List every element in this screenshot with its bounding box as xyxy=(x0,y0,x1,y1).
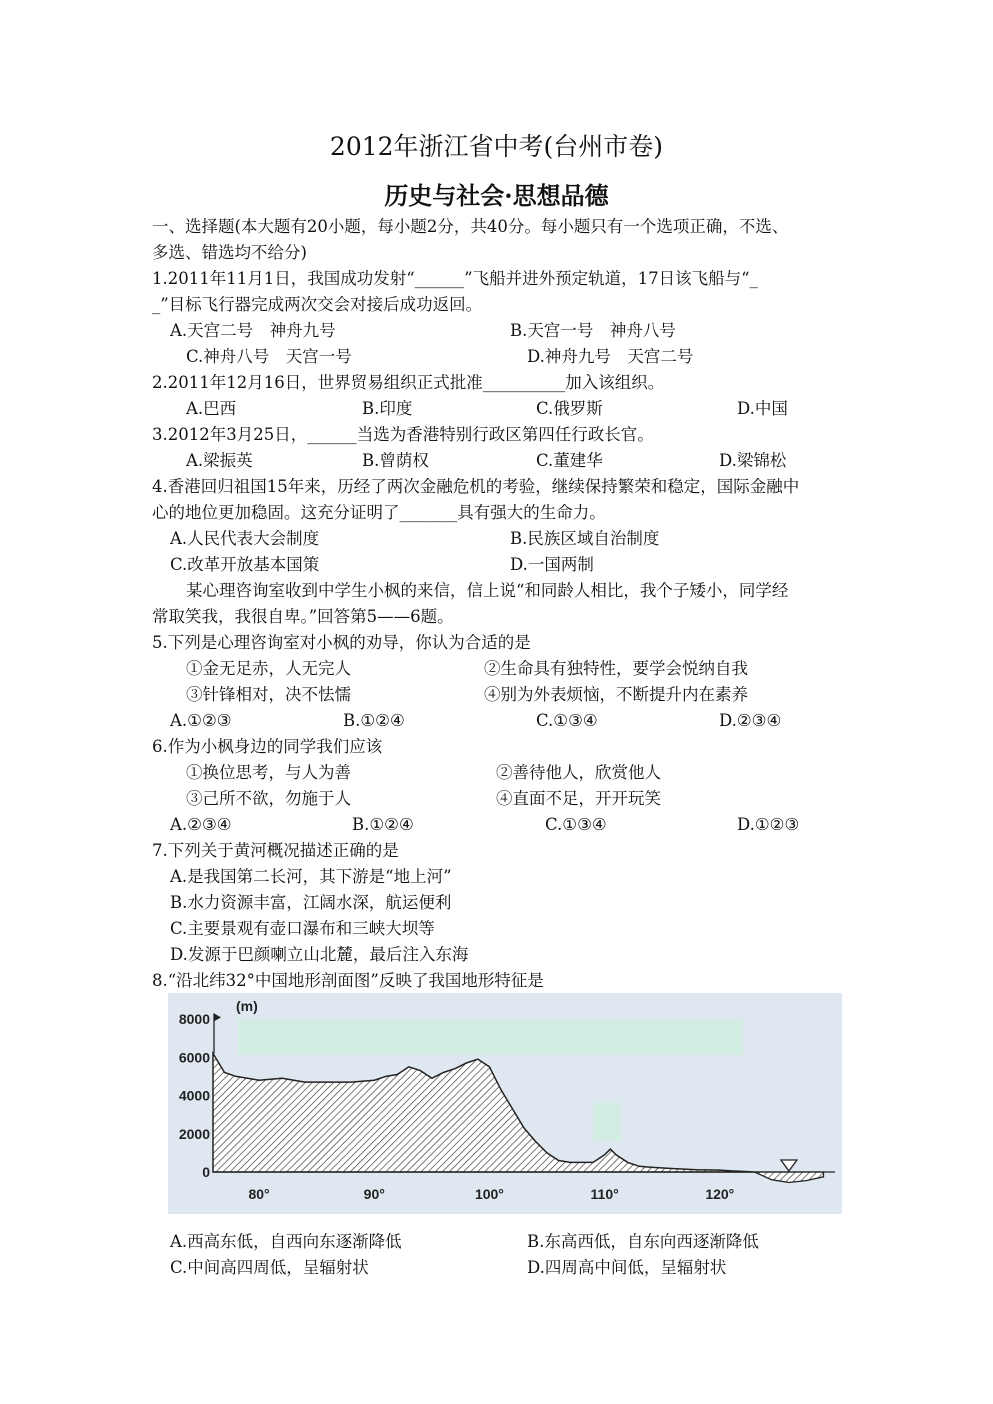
q2-stem: 2.2011年12月16日，世界贸易组织正式批准__________加入该组织。 xyxy=(152,373,665,392)
q6-statement-3: ③己所不欲，勿施于人 xyxy=(186,789,351,808)
q1-option-a: A.天宫二号 神舟九号 xyxy=(170,321,336,340)
x-tick-label: 120° xyxy=(705,1186,735,1202)
q4-option-d: D.一国两制 xyxy=(510,555,594,574)
q4-stem-line2: 心的地位更加稳固。这充分证明了_______具有强大的生命力。 xyxy=(152,503,606,522)
y-tick-label: 8000 xyxy=(178,1011,210,1027)
q4-option-b: B.民族区域自治制度 xyxy=(510,529,660,548)
section-instructions-line2: 多选、错选均不给分) xyxy=(152,243,307,262)
passage-line1: 某心理咨询室收到中学生小枫的来信，信上说“和同龄人相比，我个子矮小，同学经 xyxy=(186,581,789,600)
document-subtitle: 历史与社会·思想品德 xyxy=(384,181,609,210)
q4-option-c: C.改革开放基本国策 xyxy=(170,555,320,574)
q1-stem-line1: 1.2011年11月1日，我国成功发射“______”飞船并进外预定轨道，17日该飞船与“_ xyxy=(152,269,758,288)
x-tick-label: 110° xyxy=(590,1186,619,1202)
terrain-profile-chart xyxy=(168,993,842,1214)
q8-option-c: C.中间高四周低，呈辐射状 xyxy=(170,1258,369,1277)
q5-option-a: A.①②③ xyxy=(170,711,232,730)
x-tick-label: 80° xyxy=(248,1186,270,1202)
y-tick-label: 4000 xyxy=(178,1087,210,1104)
q8-option-a: A.西高东低，自西向东逐渐降低 xyxy=(170,1232,402,1251)
q5-statement-2: ②生命具有独特性，要学会悦纳自我 xyxy=(484,659,748,678)
q7-stem: 7.下列关于黄河概况描述正确的是 xyxy=(152,841,399,860)
q1-option-b: B.天宫一号 神舟八号 xyxy=(510,321,676,340)
q6-statement-4: ④直面不足，开开玩笑 xyxy=(496,789,661,808)
q5-option-c: C.①③④ xyxy=(536,711,598,730)
q5-statement-1: ①金无足赤，人无完人 xyxy=(186,659,351,678)
q2-option-a: A.巴西 xyxy=(186,399,237,418)
document-title: 2012年浙江省中考(台州市卷) xyxy=(329,132,664,161)
q3-option-a: A.梁振英 xyxy=(186,451,253,470)
y-tick-label: 2000 xyxy=(178,1125,210,1142)
q5-statement-3: ③针锋相对，决不怯懦 xyxy=(186,685,351,704)
q6-option-c: C.①③④ xyxy=(545,815,607,834)
q2-option-d: D.中国 xyxy=(737,399,788,418)
chart-highlight-patch xyxy=(593,1103,621,1141)
chart-highlight-band xyxy=(238,1019,743,1055)
q6-stem: 6.作为小枫身边的同学我们应该 xyxy=(152,737,383,756)
y-tick-label: 6000 xyxy=(178,1049,210,1066)
q5-option-b: B.①②④ xyxy=(343,711,405,730)
q3-stem: 3.2012年3月25日，______当选为香港特别行政区第四任行政长官。 xyxy=(152,425,654,444)
q7-option-c: C.主要景观有壶口瀑布和三峡大坝等 xyxy=(170,919,435,938)
passage-line2: 常取笑我，我很自卑。”回答第5——6题。 xyxy=(152,607,454,626)
q5-stem: 5.下列是心理咨询室对小枫的劝导，你认为合适的是 xyxy=(152,633,531,652)
q3-option-d: D.梁锦松 xyxy=(719,451,787,470)
x-tick-label: 100° xyxy=(474,1186,504,1202)
q6-option-b: B.①②④ xyxy=(352,815,414,834)
q8-stem: 8.“沿北纬32°中国地形剖面图”反映了我国地形特征是 xyxy=(152,971,544,990)
q1-stem-line2: _”目标飞行器完成两次交会对接后成功返回。 xyxy=(152,295,483,314)
y-axis-unit-label: (m) xyxy=(236,998,258,1014)
y-tick-label: 0 xyxy=(202,1164,210,1180)
q3-option-b: B.曾荫权 xyxy=(362,451,429,470)
q3-option-c: C.董建华 xyxy=(536,451,603,470)
section-instructions-line1: 一、选择题(本大题有20小题，每小题2分，共40分。每小题只有一个选项正确，不选、 xyxy=(152,217,789,236)
q4-option-a: A.人民代表大会制度 xyxy=(170,529,320,548)
q6-option-a: A.②③④ xyxy=(170,815,232,834)
q4-stem-line1: 4.香港回归祖国15年来，历经了两次金融危机的考验，继续保持繁荣和稳定，国际金融中 xyxy=(152,477,800,496)
x-tick-label: 90° xyxy=(363,1186,385,1202)
q2-option-c: C.俄罗斯 xyxy=(536,399,603,418)
q8-option-b: B.东高西低，自东向西逐渐降低 xyxy=(527,1232,759,1251)
q7-option-d: D.发源于巴颜喇立山北麓，最后注入东海 xyxy=(170,945,469,964)
q5-option-d: D.②③④ xyxy=(719,711,782,730)
q1-option-d: D.神舟九号 天宫二号 xyxy=(527,347,694,366)
q6-statement-2: ②善待他人，欣赏他人 xyxy=(496,763,661,782)
q5-statement-4: ④别为外表烦恼，不断提升内在素养 xyxy=(484,685,748,704)
q6-statement-1: ①换位思考，与人为善 xyxy=(186,763,351,782)
q8-option-d: D.四周高中间低，呈辐射状 xyxy=(527,1258,727,1277)
q1-option-c: C.神舟八号 天宫一号 xyxy=(186,347,352,366)
q7-option-b: B.水力资源丰富，江阔水深，航运便利 xyxy=(170,893,452,912)
q2-option-b: B.印度 xyxy=(362,399,413,418)
q7-option-a: A.是我国第二长河，其下游是“地上河” xyxy=(170,867,452,886)
q6-option-d: D.①②③ xyxy=(737,815,800,834)
